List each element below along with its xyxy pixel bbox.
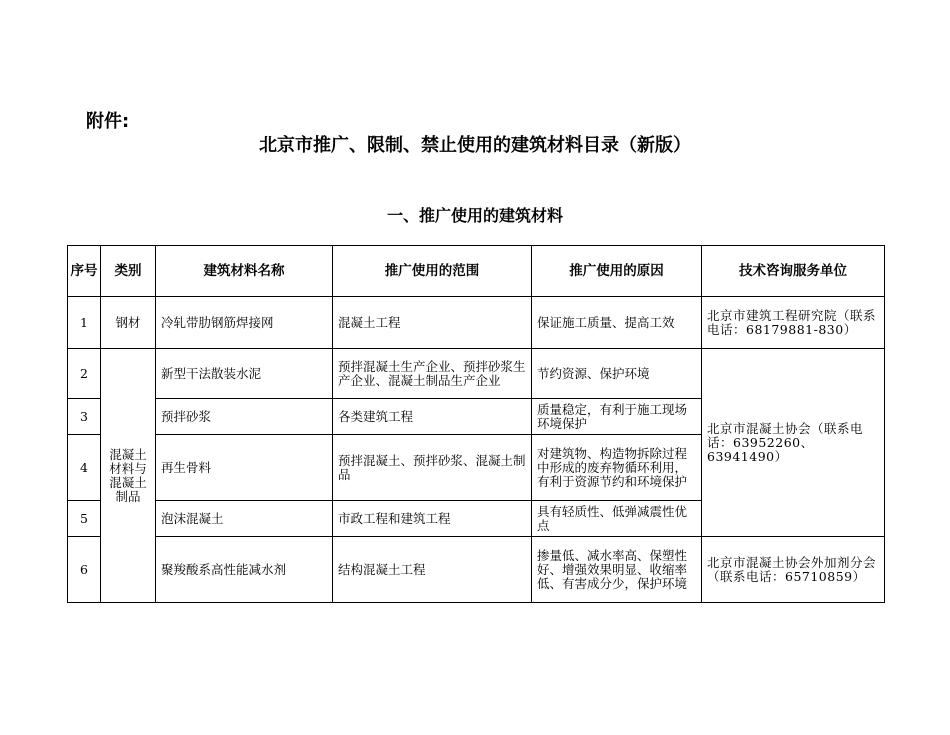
attachment-label: 附件: <box>86 111 130 132</box>
header-scope: 推广使用的范围 <box>333 246 532 297</box>
document-title: 北京市推广、限制、禁止使用的建筑材料目录（新版） <box>259 135 691 156</box>
row-reason: 掺量低、减水率高、保塑性好、增强效果明显、收缩率低、有害成分少，保护环境 <box>532 537 702 603</box>
header-seq: 序号 <box>68 246 101 297</box>
row-reason: 节约资源、保护环境 <box>532 349 702 399</box>
row-material-name: 泡沫混凝土 <box>156 501 333 537</box>
row-seq: 3 <box>68 399 101 435</box>
table-row <box>68 537 885 603</box>
row-reason: 质量稳定，有利于施工现场环境保护 <box>532 399 702 435</box>
row-category: 钢材 <box>101 297 156 349</box>
header-reason: 推广使用的原因 <box>532 246 702 297</box>
row-material-name: 新型干法散装水泥 <box>156 349 333 399</box>
section-title: 一、推广使用的建筑材料 <box>386 206 563 225</box>
header-consulting: 技术咨询服务单位 <box>702 246 885 297</box>
row-seq: 6 <box>68 537 101 603</box>
table-row <box>68 297 885 349</box>
row-scope: 结构混凝土工程 <box>333 537 532 603</box>
row-consulting-unit: 北京市混凝土协会外加剂分会（联系电话：65710859） <box>702 537 885 603</box>
row-scope: 各类建筑工程 <box>333 399 532 435</box>
table-row <box>68 349 885 399</box>
header-material-name: 建筑材料名称 <box>156 246 333 297</box>
row-scope: 市政工程和建筑工程 <box>333 501 532 537</box>
materials-table <box>67 245 885 603</box>
row-material-name: 再生骨料 <box>156 435 333 501</box>
row-reason: 保证施工质量、提高工效 <box>532 297 702 349</box>
row-seq: 2 <box>68 349 101 399</box>
row-seq: 1 <box>68 297 101 349</box>
header-category: 类别 <box>101 246 156 297</box>
row-seq: 4 <box>68 435 101 501</box>
row-material-name: 冷轧带肋钢筋焊接网 <box>156 297 333 349</box>
row-category: 混凝土材料与混凝土制品 <box>101 349 156 603</box>
row-scope: 预拌混凝土生产企业、预拌砂浆生产企业、混凝土制品生产企业 <box>333 349 532 399</box>
row-consulting-unit: 北京市建筑工程研究院（联系电话：68179881-830） <box>702 297 885 349</box>
row-consulting-unit: 北京市混凝土协会（联系电话：63952260、63941490） <box>702 349 885 537</box>
row-material-name: 预拌砂浆 <box>156 399 333 435</box>
row-scope: 预拌混凝土、预拌砂浆、混凝土制品 <box>333 435 532 501</box>
row-scope: 混凝土工程 <box>333 297 532 349</box>
row-material-name: 聚羧酸系高性能减水剂 <box>156 537 333 603</box>
row-reason: 对建筑物、构造物拆除过程中形成的废弃物循环利用，有利于资源节约和环境保护 <box>532 435 702 501</box>
row-seq: 5 <box>68 501 101 537</box>
row-reason: 具有轻质性、低弹减震性优点 <box>532 501 702 537</box>
table-header-row <box>68 246 885 297</box>
